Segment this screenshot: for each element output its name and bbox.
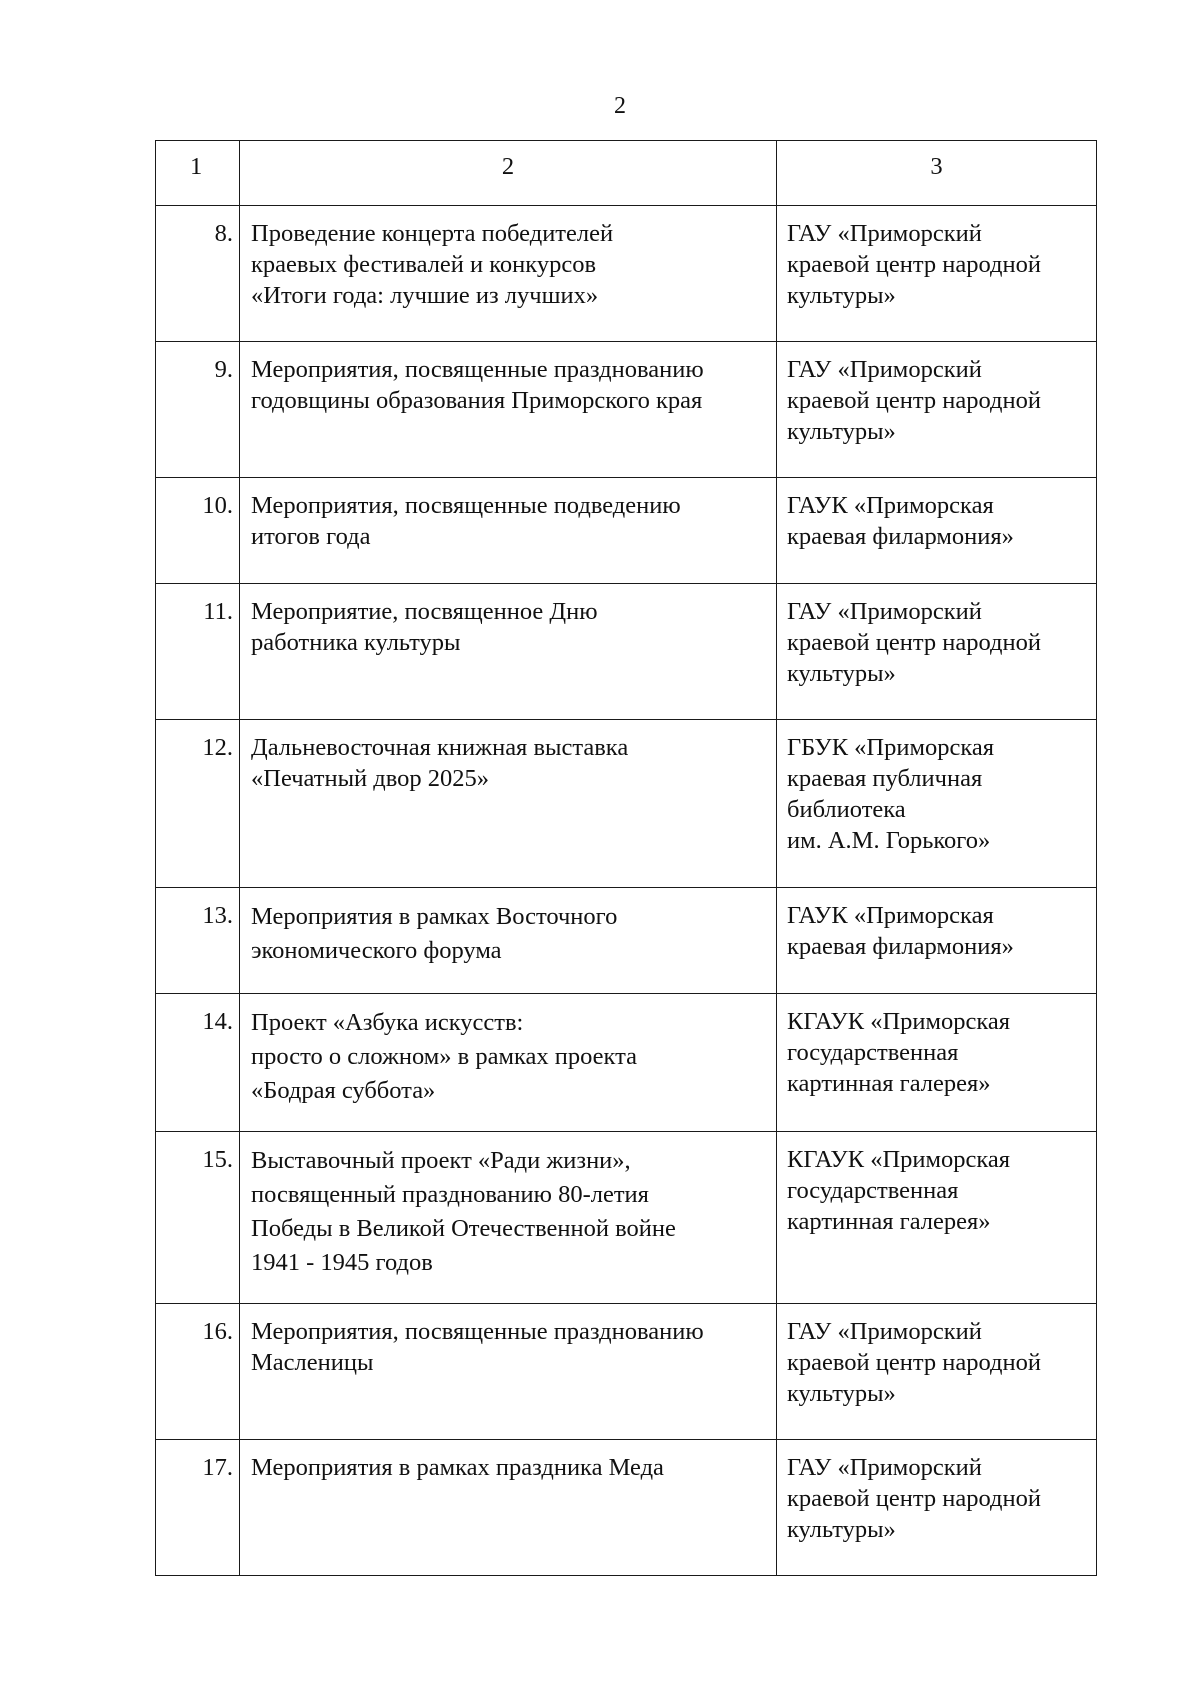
organizer-text-line: картинная галерея»: [787, 1208, 991, 1235]
event-cell: [240, 1304, 777, 1440]
events-table: [155, 140, 1097, 1576]
table-row: [156, 1304, 1097, 1440]
event-text-line: «Итоги года: лучшие из лучших»: [251, 282, 599, 309]
event-text-line: посвященный празднованию 80-летия: [251, 1181, 649, 1208]
organizer-cell: [777, 1132, 1097, 1304]
row-number: 11.: [156, 584, 240, 720]
organizer-text-line: библиотека: [787, 796, 906, 823]
table-row: [156, 720, 1097, 888]
event-text-line: Мероприятия, посвященные празднованию: [251, 1318, 704, 1345]
organizer-cell: [777, 1304, 1097, 1440]
organizer-cell: [777, 888, 1097, 994]
organizer-cell: [777, 720, 1097, 888]
event-text-line: Дальневосточная книжная выставка: [251, 734, 629, 761]
table-header: [156, 141, 1097, 206]
organizer-cell: [777, 1440, 1097, 1576]
row-number: 16.: [156, 1304, 240, 1440]
event-cell: [240, 206, 777, 342]
row-number: 12.: [156, 720, 240, 888]
event-cell: [240, 1440, 777, 1576]
row-number: 13.: [156, 888, 240, 994]
event-text-line: Проект «Азбука искусств:: [251, 1009, 524, 1036]
event-text-line: Мероприятия в рамках праздника Меда: [251, 1454, 664, 1481]
event-text-line: годовщины образования Приморского края: [251, 387, 703, 414]
organizer-cell: [777, 206, 1097, 342]
event-text-line: Масленицы: [251, 1349, 374, 1376]
table-row: [156, 888, 1097, 994]
organizer-cell: [777, 584, 1097, 720]
organizer-text-line: картинная галерея»: [787, 1070, 991, 1097]
event-text-line: экономического форума: [251, 937, 502, 964]
row-number: 17.: [156, 1440, 240, 1576]
row-number: 9.: [156, 342, 240, 478]
event-text-line: Мероприятие, посвященное Дню: [251, 598, 598, 625]
organizer-text-line: культуры»: [787, 418, 896, 445]
organizer-text-line: ГАУ «Приморский: [787, 598, 982, 625]
row-number: 10.: [156, 478, 240, 584]
organizer-text-line: краевой центр народной: [787, 387, 1041, 414]
organizer-text-line: культуры»: [787, 660, 896, 687]
organizer-text-line: культуры»: [787, 1380, 896, 1407]
event-text-line: просто о сложном» в рамках проекта: [251, 1043, 638, 1070]
organizer-text-line: культуры»: [787, 282, 896, 309]
organizer-cell: [777, 342, 1097, 478]
table-body: [156, 206, 1097, 1576]
event-cell: [240, 584, 777, 720]
organizer-text-line: краевой центр народной: [787, 251, 1041, 278]
table-row: [156, 1132, 1097, 1304]
table-row: [156, 478, 1097, 584]
organizer-text-line: краевой центр народной: [787, 629, 1041, 656]
event-cell: [240, 888, 777, 994]
row-number: 15.: [156, 1132, 240, 1304]
organizer-text-line: КГАУК «Приморская: [787, 1146, 1011, 1173]
event-text-line: Мероприятия, посвященные подведению: [251, 492, 681, 519]
event-text-line: Мероприятия в рамках Восточного: [251, 903, 618, 930]
header-col-3: 3: [777, 141, 1097, 206]
page-number: 2: [614, 93, 626, 119]
row-number: 8.: [156, 206, 240, 342]
header-row: [156, 141, 1097, 206]
event-cell: [240, 720, 777, 888]
event-text-line: Победы в Великой Отечественной войне: [251, 1215, 676, 1242]
organizer-text-line: краевая филармония»: [787, 933, 1014, 960]
organizer-cell: [777, 994, 1097, 1132]
event-cell: [240, 1132, 777, 1304]
row-number: 14.: [156, 994, 240, 1132]
organizer-text-line: ГАУ «Приморский: [787, 1318, 982, 1345]
organizer-text-line: ГБУК «Приморская: [787, 734, 995, 761]
event-text-line: Выставочный проект «Ради жизни»,: [251, 1147, 631, 1174]
organizer-text-line: краевой центр народной: [787, 1485, 1041, 1512]
organizer-text-line: ГАУ «Приморский: [787, 356, 982, 383]
event-text-line: 1941 - 1945 годов: [251, 1249, 433, 1276]
table-row: [156, 994, 1097, 1132]
event-cell: [240, 994, 777, 1132]
event-text-line: Проведение концерта победителей: [251, 220, 614, 247]
organizer-cell: [777, 478, 1097, 584]
table-row: [156, 342, 1097, 478]
organizer-text-line: КГАУК «Приморская: [787, 1008, 1011, 1035]
event-text-line: работника культуры: [251, 629, 461, 656]
organizer-text-line: культуры»: [787, 1516, 896, 1543]
organizer-text-line: краевой центр народной: [787, 1349, 1041, 1376]
event-cell: [240, 478, 777, 584]
header-col-1: 1: [156, 141, 240, 206]
organizer-text-line: им. А.М. Горького»: [787, 827, 991, 854]
table-row: [156, 584, 1097, 720]
organizer-text-line: ГАУ «Приморский: [787, 1454, 982, 1481]
event-text-line: «Бодрая суббота»: [251, 1077, 436, 1104]
organizer-text-line: ГАУК «Приморская: [787, 492, 994, 519]
organizer-text-line: краевая филармония»: [787, 523, 1014, 550]
event-text-line: итогов года: [251, 523, 371, 550]
organizer-text-line: государственная: [787, 1177, 959, 1204]
table-row: [156, 206, 1097, 342]
header-col-2: 2: [240, 141, 777, 206]
table-row: [156, 1440, 1097, 1576]
event-cell: [240, 342, 777, 478]
event-text-line: Мероприятия, посвященные празднованию: [251, 356, 704, 383]
event-text-line: «Печатный двор 2025»: [251, 765, 490, 792]
organizer-text-line: ГАУ «Приморский: [787, 220, 982, 247]
event-text-line: краевых фестивалей и конкурсов: [251, 251, 597, 278]
organizer-text-line: государственная: [787, 1039, 959, 1066]
organizer-text-line: краевая публичная: [787, 765, 983, 792]
organizer-text-line: ГАУК «Приморская: [787, 902, 994, 929]
